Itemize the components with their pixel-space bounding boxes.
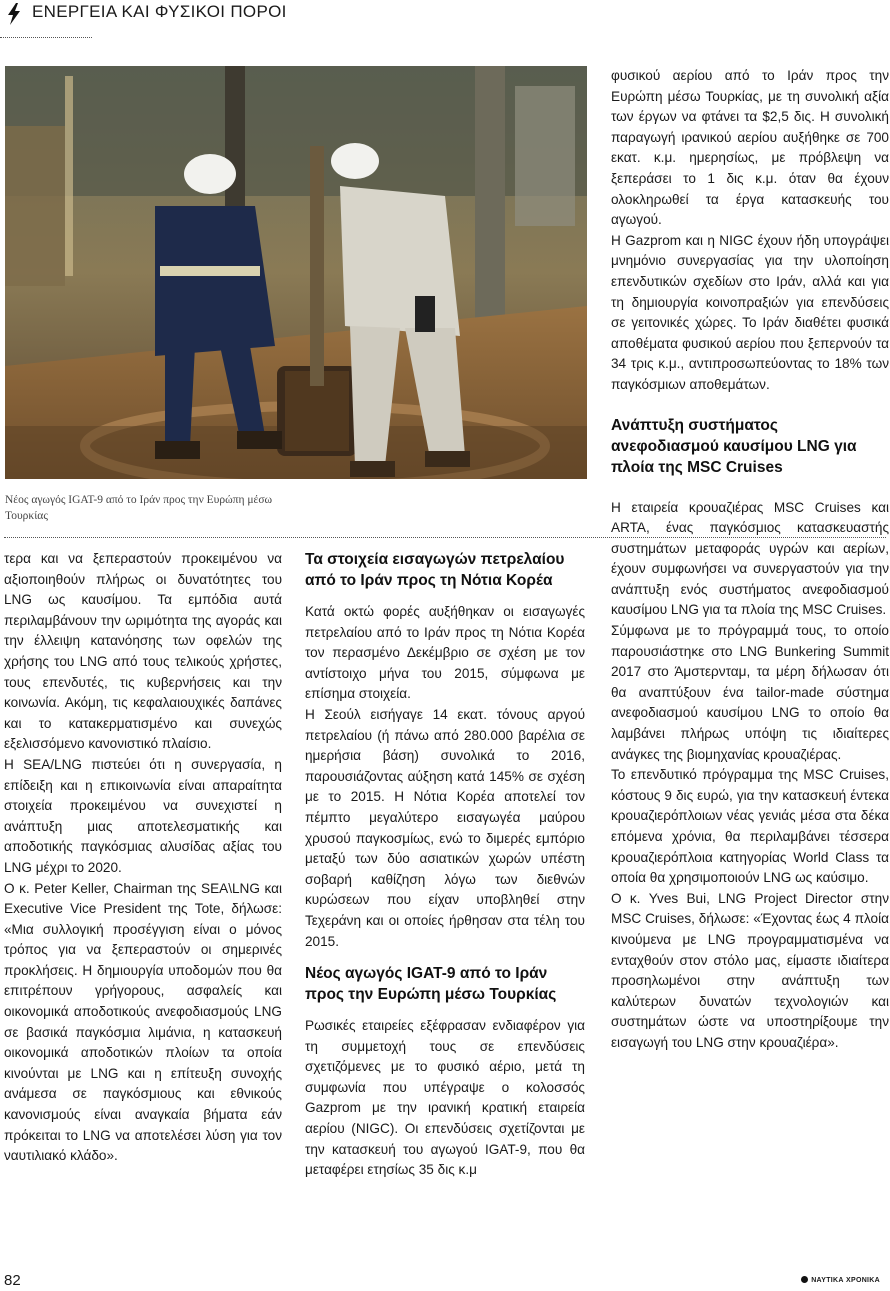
photo-caption: Νέος αγωγός IGAT-9 από το Ιράν προς την Ευρώπη μέσω Τουρκίας [5, 494, 273, 522]
page-number: 82 [4, 1272, 21, 1289]
paragraph: Κατά οκτώ φορές αυξήθηκαν οι εισαγωγές πετρελαίου από το Ιράν προς τη Νότια Κορέα τον περασμένο Δεκέμβριο σε σχέση με τον αντίστοιχο μήνα του 2015, σύμφωνα με επίσημα στοιχεία. [305, 604, 585, 702]
section-title: ΕΝΕΡΓΕΙΑ ΚΑΙ ΦΥΣΙΚΟΙ ΠΟΡΟΙ [32, 2, 287, 21]
paragraph: Το επενδυτικό πρόγραμμα της MSC Cruises, κόστους 9 δις ευρώ, για την κατασκευή έντεκα κρουαζιερόπλοιων νέας γενιάς μέσα στα δέκα επόμενα χρόνια, θα περιλαμβάνει τέσσερα κρουαζιερόπλοια κατηγορίας World Class τα οποία θα χρησιμοποιούν LNG ως καύσιμο. [611, 767, 889, 886]
paragraph: Η Σεούλ εισήγαγε 14 εκατ. τόνους αργού πετρελαίου (ή πάνω από 280.000 βαρέλια σε ημερήσια βάση) συνολικά το 2016, παρουσιάζοντας αύξηση κατά 145% σε σχέση με το 2015. Η Νότια Κορέα αποτελεί τον πέμπτο μεγαλύτερο εισαγωγέα μαύρου χρυσού παγκοσμίως, ενώ το διμερές εμπόριο μεταξύ των δύο ασιατικών χωρών υπέστη σοβαρή καθίζηση λόγω των διεθνών κυρώσεων που είχαν υποβληθεί στην Τεχεράνη και οι οποίες ήρθησαν στα τέλη του 2015. [305, 706, 585, 949]
lightning-bolt-icon [6, 3, 22, 25]
publication-logo [801, 1276, 880, 1284]
paragraph: Η SEA/LNG πιστεύει ότι η συνεργασία, η επίδειξη και η επικοινωνία είναι απαραίτητα στοιχεία προκειμένου να συνεχιστεί η ανάπτυξη μιας αποτελεσματικής και αποδοτικής παγκόσμιας αλυσίδας αξίας του LNG μέχρι το 2020. [4, 756, 282, 875]
article-column-2 [305, 549, 585, 1181]
heading-iran-korea-oil: Τα στοιχεία εισαγωγών πετρελαίου από το Ιράν προς τη Νότια Κορέα [305, 551, 565, 589]
logo-mark-icon [801, 1276, 808, 1283]
article-photo [5, 66, 587, 479]
article-column-1 [4, 549, 282, 1167]
paragraph: Η εταιρεία κρουαζιέρας MSC Cruises και ARTA, ένας παγκόσμιος κατασκευαστής συστημάτων μεταφοράς υγρών και αερίων, έχουν συμφωνήσει να συνεργαστούν για την ανάπτυξη ενός συστήματος ανεφοδιασμού καυσίμου LNG για τα πλοία της MSC Cruises. [611, 499, 889, 618]
oil-rig-workers-illustration [5, 66, 587, 479]
publication-name: ΝΑΥΤΙΚΑ ΧΡΟΝΙΚΑ [811, 1277, 880, 1284]
page-header [0, 0, 890, 40]
paragraph: Η Gazprom και η NIGC έχουν ήδη υπογράψει μνημόνιο συνεργασίας για την υλοποίηση επενδυτικών σχεδίων στο Ιράν, αλλά και για τη δημιουργία κοινοπραξιών για επενδύσεις σε γειτονικές χώρες. Το Ιράν διαθέτει φυσικά αποθέματα φυσικού αερίου που ξεπερνούν τα 34 τρις κ.μ., αντιπροσωπεύοντας το 18% των παγκόσμιων αποθεμάτων. [611, 232, 889, 392]
paragraph: Ρωσικές εταιρείες εξέφρασαν ενδιαφέρον για τη συμμετοχή τους σε επενδύσεις σχετιζόμενες με το φυσικό αέριο, μετά τη συμφωνία που υπέγραψε ο κολοσσός Gazprom με την ιρανική κρατική εταιρεία αερίου (NIGC). Οι επενδύσεις σχετίζονται με την κατασκευή του αγωγού IGAT-9, που θα μεταφέρει ετησίως 35 δις κ.μ [305, 1018, 585, 1178]
heading-msc-lng-bunkering: Ανάπτυξη συστήματος ανεφοδιασμού καυσίμου LNG για πλοία της MSC Cruises [611, 416, 857, 476]
header-divider [0, 37, 92, 38]
heading-igat9-pipeline: Νέος αγωγός IGAT-9 από το Ιράν προς την Ευρώπη μέσω Τουρκίας [305, 965, 557, 1004]
paragraph: φυσικού αερίου από το Ιράν προς την Ευρώπη μέσω Τουρκίας, με τη συνολική αξία των έργων να φτάνει τα $2,5 δις. Η συνολική παραγωγή ιρανικού αερίου αυξήθηκε σε 700 εκατ. κ.μ. ημερησίως, με πρόβλεψη να ξεπεράσει το 1 δις κ.μ. όταν θα έχουν ολοκληρωθεί τα έργα κατασκευής του αγωγού. [611, 68, 889, 228]
paragraph: Σύμφωνα με το πρόγραμμά τους, το οποίο παρουσιάστηκε στο LNG Bunkering Summit 2017 στο Άμστερνταμ, τα μέρη δήλωσαν ότι θα αναπτύξουν ένα tailor-made σύστημα ανεφοδιασμού καυσίμου LNG το οποίο θα λαμβάνει πλήρως υπόψη τις ιδιαίτερες ανάγκες της βιομηχανίας κρουαζιέρας. [611, 623, 889, 762]
article-column-3 [611, 66, 889, 1054]
paragraph: Ο κ. Peter Keller, Chairman της SEA\LNG και Executive Vice President της Tote, δήλωσε: «Μια συλλογική προσέγγιση είναι ο μόνος τρόπος για να ξεπεραστούν οι σημερινές προκλήσεις. Η δημιουργία υποδομών που θα επιτρέπουν γρήγορους, ασφαλείς και οικονομικά αποδοτικούς ανεφοδιασμούς LNG σε βασικά παγκόσμια λιμάνια, η κατασκευή οικονομικά αποδοτικών πλοίων τα οποία κινούνται με LNG και η επίτευξη συνοχής ανάμεσα σε παγκόσμιους και εθνικούς κανονισμούς είναι αναγκαία βήματα εάν πρόκειται το LNG να αποτελέσει λύση για τον ναυτιλιακό κλάδο». [4, 880, 282, 1164]
paragraph: Ο κ. Yves Bui, LNG Project Director στην MSC Cruises, δήλωσε: «Έχοντας έως 4 πλοία κινούμενα με LNG προγραμματισμένα να ενταχθούν στον στόλο μας, είμαστε ιδιαίτερα προσηλωμένοι στην ανάπτυξη των καλύτερων δυνατών τεχνολογιών και συστημάτων ώστε να υποστηρίξουμε την εισαγωγή του LNG στην κρουαζιέρα». [611, 890, 889, 1050]
paragraph: τερα και να ξεπεραστούν προκειμένου να αξιοποιηθούν πλήρως οι δυνατότητες του LNG ως καυσίμου. Τα εμπόδια αυτά περιλαμβάνουν την ωριμότητα της αγοράς και την έλλειψη κατανόησης των οφελών της χρήσης του LNG από τους τελικούς χρήστες, τους επενδυτές, τις κυβερνήσεις και την κοινωνία. Ακόμη, τις κεφαλαιουχικές δαπάνες και το κατακερματισμένο και συνεχώς εξελισσόμενο κανονιστικό πλαίσιο. [4, 551, 282, 752]
